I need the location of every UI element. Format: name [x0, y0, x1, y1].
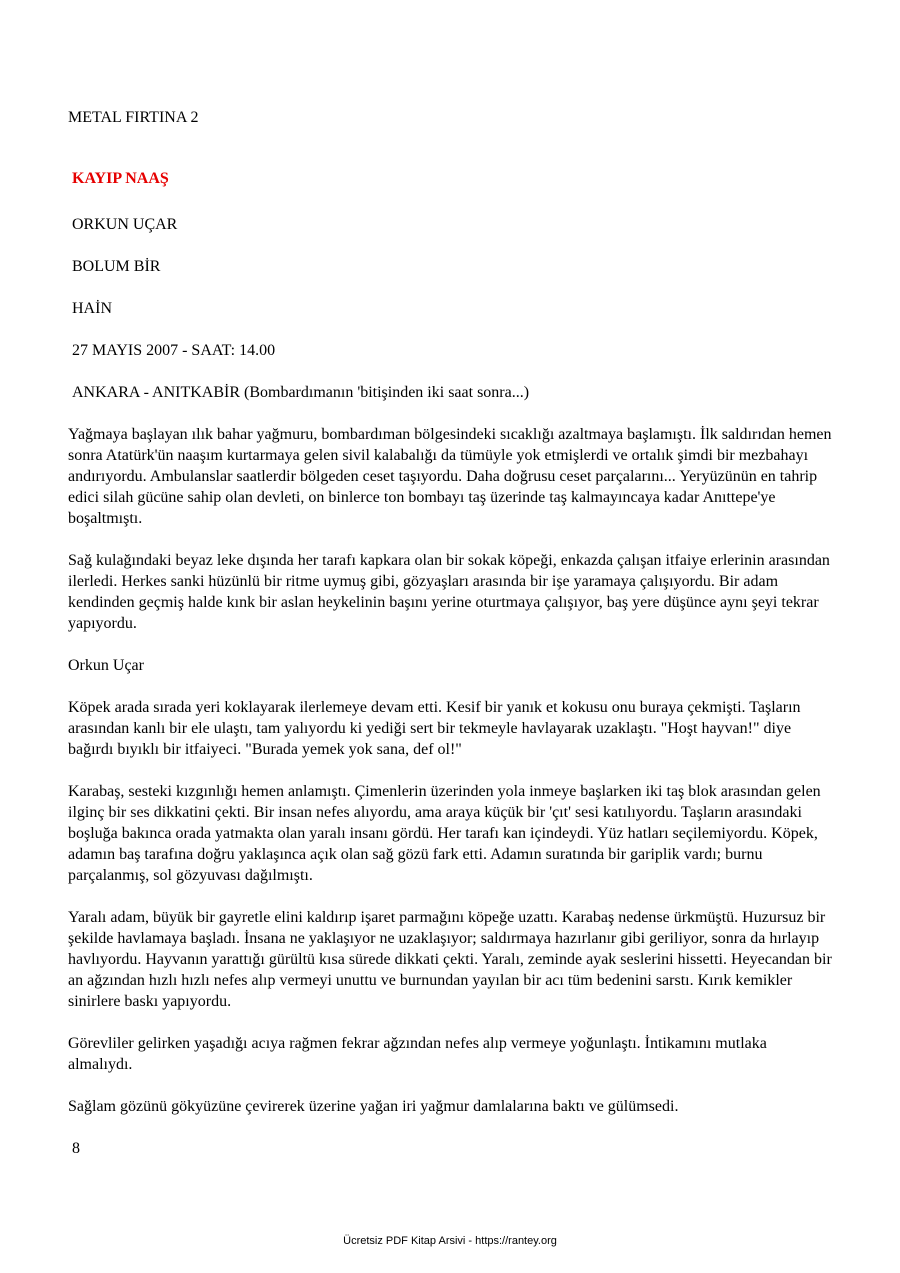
- paragraph: Sağlam gözünü gökyüzüne çevirerek üzerine yağan iri yağmur damlalarına baktı ve gülümsedi.: [68, 1098, 679, 1115]
- chapter-title: KAYIP NAAŞ: [72, 170, 169, 187]
- document-body: [68, 168, 832, 1180]
- page-number: 8: [72, 1140, 80, 1157]
- paragraph: Yağmaya başlayan ılık bahar yağmuru, bombardıman bölgesindeki sıcaklığı azaltmaya başlamıştı. İlk saldırıdan hemen sonra Atatürk'ün naaşım kurtarmaya gelen sivil kalabalığı da tümüyle yok etmişlerdi ve ortalık şimdi bir mezbahayı andırıyordu. Ambulanslar saatlerdir bölgeden ceset taşıyordu. Daha doğrusu ceset parçalarını... Yeryüzünün en tahrip edici silah gücüne sahip olan devleti, on binlerce ton bombayı taş üzerinde taş kalmayıncaya kadar Anıttepe'ye boşaltmıştı.: [68, 426, 832, 527]
- paragraph: Görevliler gelirken yaşadığı acıya rağmen fekrar ağzından nefes alıp vermeye yoğunlaştı. İntikamını mutlaka almalıydı.: [68, 1035, 767, 1073]
- paragraph: Karabaş, sesteki kızgınlığı hemen anlamıştı. Çimenlerin üzerinden yola inmeye başlarken iki taş blok arasından gelen ilginç bir ses dikkatini çekti. Bir insan nefes alıyordu, ama araya küçük bir 'çıt' sesi katılıyordu. Taşların arasındaki boşluğa bakınca orada yatmakta olan yaralı insanı gördü. Her tarafı kan içindeydi. Yüz hatları seçilemiyordu. Köpek, adamın baş tarafına doğru yaklaşınca açık olan sağ gözü fark etti. Adamın suratında bir gariplik vardı; burnu parçalanmış, sol gözyuvası dağılmıştı.: [68, 783, 821, 884]
- author-signature: Orkun Uçar: [68, 657, 144, 674]
- author-name: ORKUN UÇAR: [72, 216, 178, 233]
- datetime-line: 27 MAYIS 2007 - SAAT: 14.00: [72, 342, 276, 359]
- paragraph: Sağ kulağındaki beyaz leke dışında her tarafı kapkara olan bir sokak köpeği, enkazda çalışan itfaiye erlerinin arasından ilerledi. Herkes sanki hüzünlü bir ritme uymuş gibi, gözyaşları arasında bir işe yaramaya çalışıyordu. Bir adam kendinden geçmiş halde kınk bir aslan heykelinin başını yerine oturtmaya çalışıyor, baş yere düşünce aynı şeyi tekrar yapıyordu.: [68, 552, 830, 632]
- paragraph: Köpek arada sırada yeri koklayarak ilerlemeye devam etti. Kesif bir yanık et kokusu onu buraya çekmişti. Taşların arasından kanlı bir ele ulaştı, tam yalıyordu ki yediği sert bir tekmeyle havlayarak uzaklaştı. "Hoşt hayvan!" diye bağırdı bıyıklı bir itfaiyeci. "Burada yemek yok sana, def ol!": [68, 699, 801, 758]
- section-label: BOLUM BİR: [72, 258, 161, 275]
- paragraph: Yaralı adam, büyük bir gayretle elini kaldırıp işaret parmağını köpeğe uzattı. Karabaş nedense ürkmüştü. Huzursuz bir şekilde havlamaya başladı. İnsana ne yaklaşıyor ne uzaklaşıyor; saldırmaya hazırlanır gibi geriliyor, sonra da hırlayıp havlıyordu. Hayvanın yarattığı gürültü kısa sürede dikkati çekti. Yaralı, zeminde ayak seslerini hissetti. Heyecandan bir an ağzından hızlı hızlı nefes alıp vermeyi unuttu ve burnundan yayılan bir acı tüm bedenini sarstı. Kırık kemikler sinirlere baskı yapıyordu.: [68, 909, 832, 1010]
- series-title: METAL FIRTINA 2: [68, 109, 199, 126]
- part-title: HAİN: [72, 300, 112, 317]
- location-line: ANKARA - ANITKABİR (Bombardımanın 'bitişinden iki saat sonra...): [72, 384, 530, 401]
- footer-link[interactable]: Ücretsiz PDF Kitap Arsivi - https://rantey.org: [343, 1235, 557, 1247]
